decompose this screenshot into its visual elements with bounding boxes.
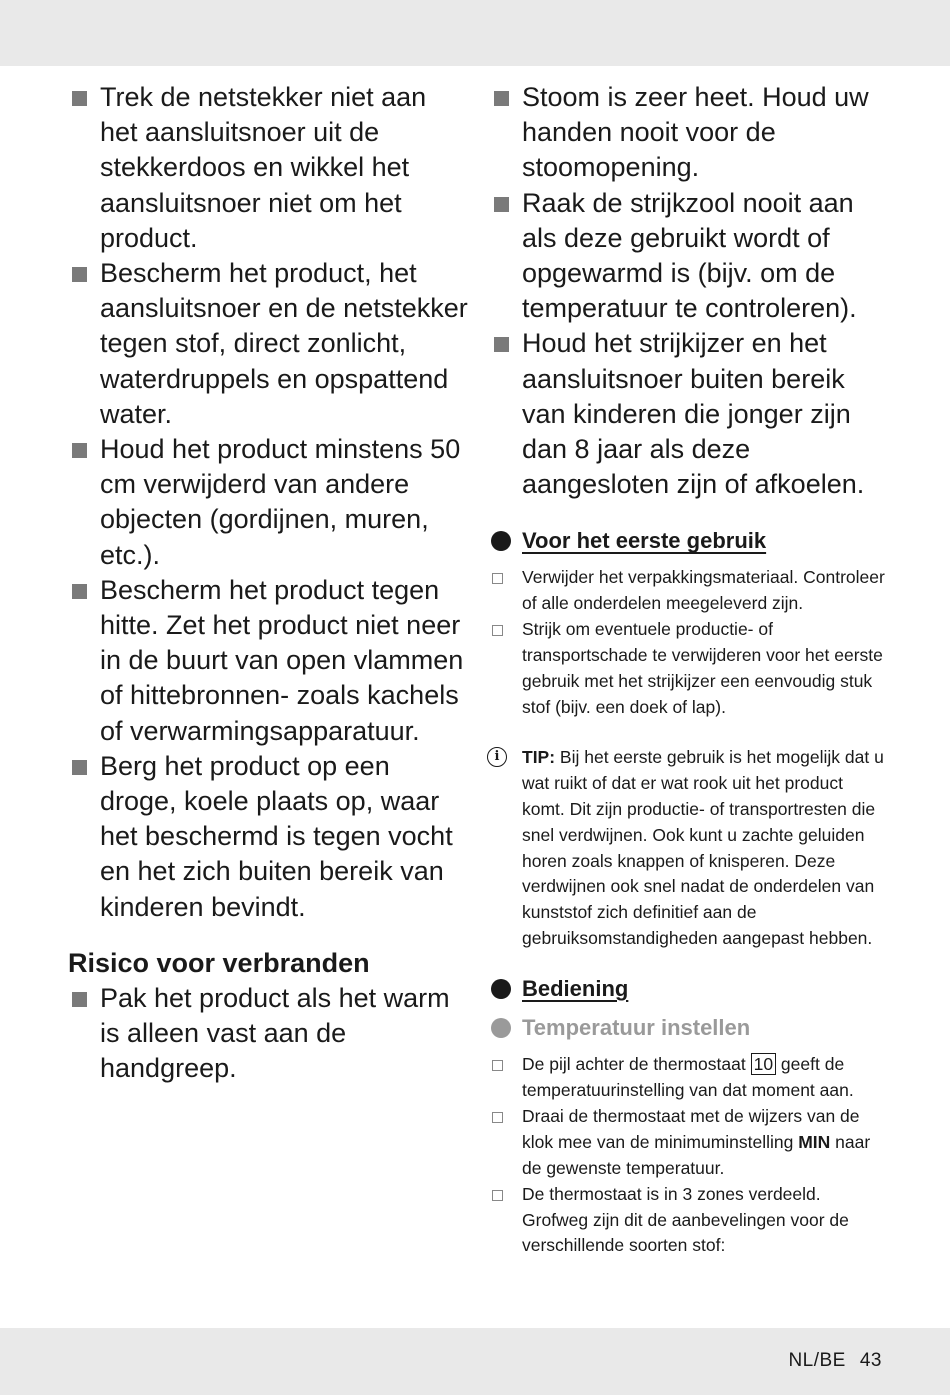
list-item-text: Bescherm het product, het aansluitsnoer en de netstekker tegen stof, direct zonlicht, waterdruppels en opspattend water. [100,258,468,429]
list-item [490,565,890,617]
info-icon: i [487,747,507,767]
list-item [490,1104,890,1182]
bullet-dot-gray-icon [491,1018,511,1038]
top-band [0,0,950,66]
tip-text: Bij het eerste gebruik is het mogelijk dat u wat ruikt of dat er wat rook uit het product komt. Dit zijn productie- of transportresten die snel verdwijnen. Ook kunt u zachte geluiden horen zoals knappen of knisperen. Deze verdwijnen ook snel nadat de onderdelen van kunststof zich definitief aan de gebruiksomstandigheden aangepast hebben. [522,746,884,949]
safety-list-b [68,981,468,1087]
safety-list-c [490,80,890,502]
list-item [68,749,468,925]
checkbox-square-icon [492,1112,503,1123]
language-code: NL/BE [788,1350,846,1371]
temperature-heading-row [490,1013,890,1046]
checkbox-square-icon [492,625,503,636]
step-text: naar de gewenste temperatuur. [522,1131,871,1178]
list-item [68,981,468,1087]
list-item [68,573,468,749]
square-bullet-icon [494,197,509,212]
temperature-subheading: Temperatuur instellen [522,1015,751,1041]
list-item-text: Bescherm het product tegen hitte. Zet het product niet neer in de buurt van open vlammen of hittebronnen- zoals kachels of verwarmingsapparatuur. [100,574,464,746]
square-bullet-icon [494,337,509,352]
list-item-text: Pak het product als het warm is alleen vast aan de handgreep. [100,982,450,1084]
list-item [490,326,890,502]
checkbox-square-icon [492,1060,503,1071]
list-item [490,1052,890,1104]
step-text: De thermostaat is in 3 zones verdeeld. Grofweg zijn dit de aanbevelingen voor de verschillende soorten stof: [522,1183,849,1256]
tip-box [490,745,890,952]
bullet-dot-icon [491,979,511,999]
temperature-steps [490,1052,890,1259]
list-item [68,256,468,432]
list-item-text: Trek de netstekker niet aan het aansluitsnoer uit de stekkerdoos en wikkel het aansluitsnoer niet om het product. [100,82,427,253]
square-bullet-icon [494,91,509,106]
square-bullet-icon [72,992,87,1007]
first-use-heading-row [490,526,890,559]
checkbox-square-icon [492,1190,503,1201]
list-item [490,1182,890,1260]
bullet-dot-icon [491,531,511,551]
left-column [68,80,468,1086]
operation-heading-row [490,974,890,1007]
first-use-steps [490,565,890,720]
first-use-heading: Voor het eerste gebruik [522,528,767,554]
list-item [490,617,890,721]
checkbox-square-icon [492,573,503,584]
page-number: 43 [859,1350,882,1371]
square-bullet-icon [72,267,87,282]
list-item-text: Stoom is zeer heet. Houd uw handen nooit voor de stoomopening. [522,82,869,183]
list-item [68,80,468,256]
list-item [490,186,890,327]
part-reference-number: 10 [751,1053,776,1075]
list-item [68,432,468,573]
step-text: De pijl achter de thermostaat [522,1054,751,1075]
min-setting-label: MIN [798,1131,831,1152]
page-footer [788,1350,882,1372]
square-bullet-icon [72,760,87,775]
square-bullet-icon [72,584,87,599]
step-text: Verwijder het verpakkingsmateriaal. Controleer of alle onderdelen meegeleverd zijn. [522,567,885,614]
right-column [490,80,890,1259]
section-title-burn-risk: Risico voor verbranden [68,947,370,978]
list-item [490,80,890,186]
square-bullet-icon [72,443,87,458]
list-item-text: Houd het strijkijzer en het aansluitsnoer buiten bereik van kinderen die jonger zijn dan 8 jaar als deze aangesloten zijn of afkoelen. [522,328,865,500]
step-text: Draai de thermostaat met de wijzers van de klok mee van de minimuminstelling [522,1105,860,1152]
operation-heading: Bediening [522,976,629,1002]
safety-list-a [68,80,468,925]
list-item-text: Berg het product op een droge, koele plaats op, waar het beschermd is tegen vocht en het zich buiten bereik van kinderen bevindt. [100,750,453,922]
list-item-text: Raak de strijkzool nooit aan als deze gebruikt wordt of opgewarmd is (bijv. om de temperatuur te controleren). [522,187,857,324]
square-bullet-icon [72,91,87,106]
list-item-text: Houd het product minstens 50 cm verwijderd van andere objecten (gordijnen, muren, etc.). [100,434,461,570]
step-text: Strijk om eventuele productie- of transportschade te verwijderen voor het eerste gebruik met het strijkijzer een eenvoudig stuk stof (bijv. een doek of lap). [522,619,883,717]
step-text: geeft de temperatuurinstelling van dat moment aan. [522,1054,854,1101]
tip-label: TIP: [522,746,556,767]
